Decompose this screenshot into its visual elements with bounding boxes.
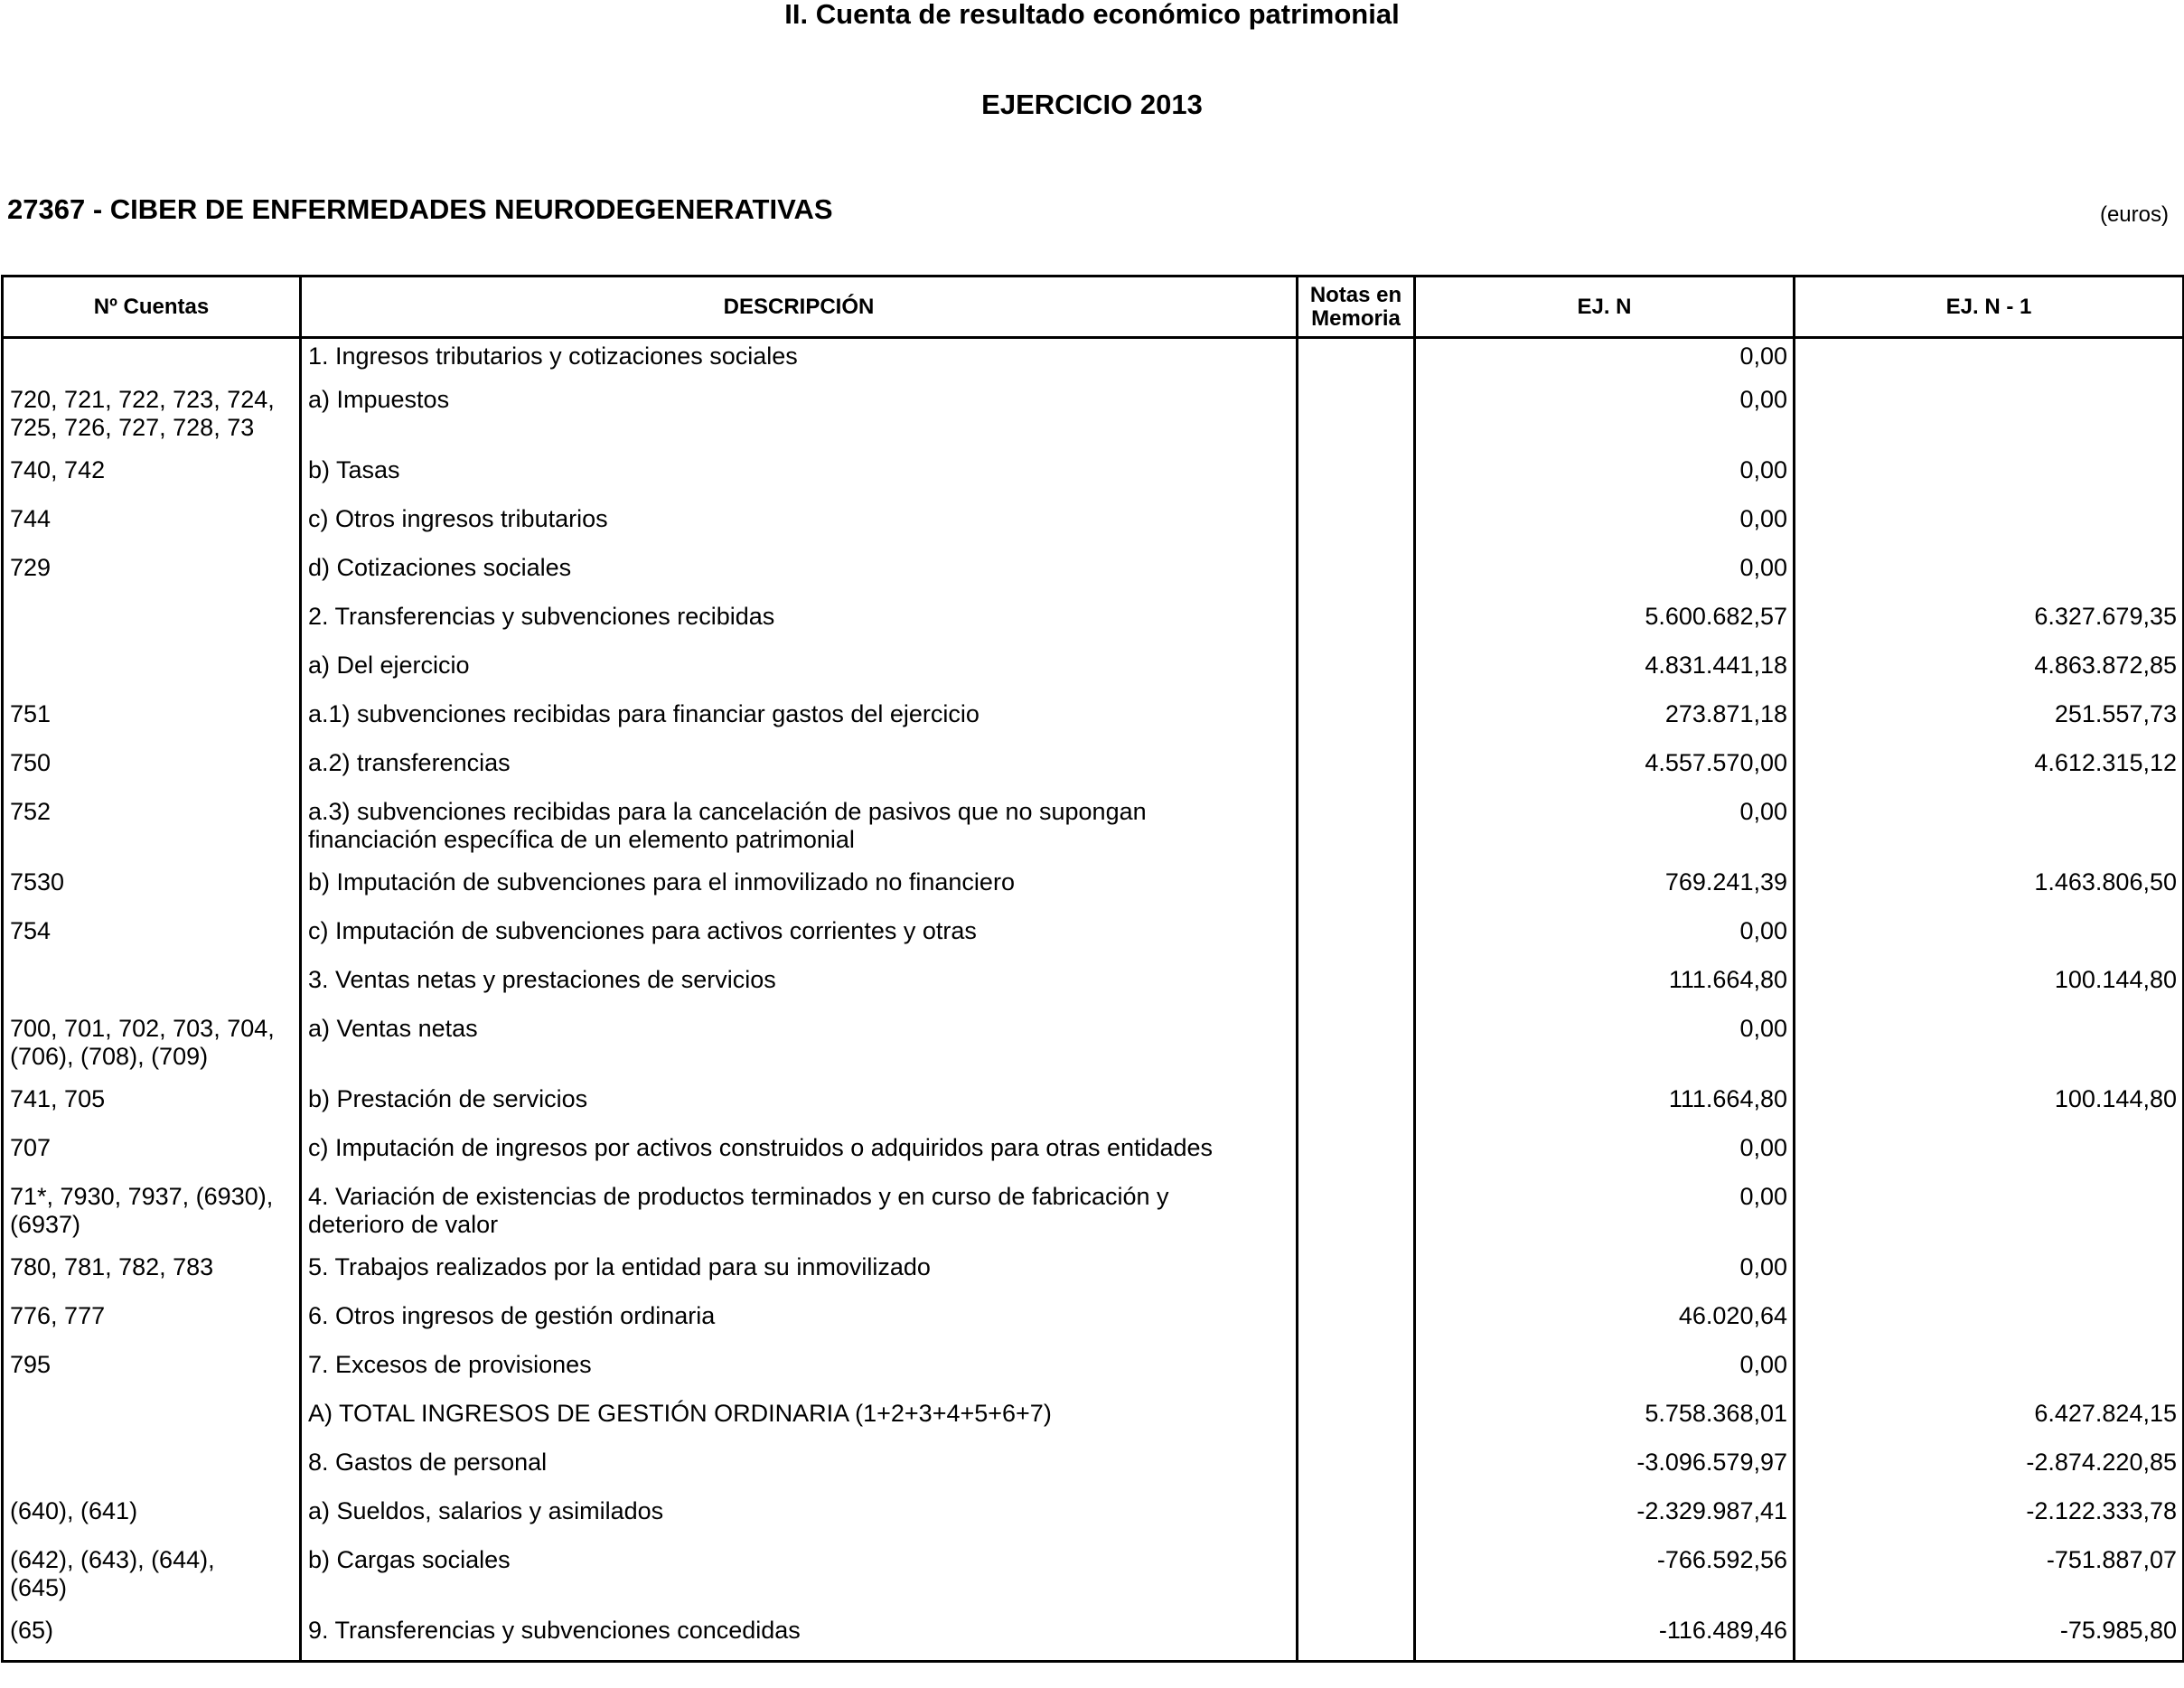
column-header-notes: Notas en Memoria — [1298, 277, 1415, 338]
row-description-cell: b) Tasas — [301, 453, 1298, 502]
row-year-n-cell: 0,00 — [1415, 502, 1795, 550]
row-year-n1-cell: -75.985,80 — [1795, 1613, 2184, 1662]
row-year-n-cell: 0,00 — [1415, 1179, 1795, 1250]
row-description-cell: c) Imputación de subvenciones para activos corrientes y otras — [301, 914, 1298, 962]
row-notes-cell — [1298, 1250, 1415, 1299]
row-year-n1-cell — [1795, 502, 2184, 550]
row-year-n1-cell — [1795, 550, 2184, 599]
row-year-n1-cell: 6.327.679,35 — [1795, 599, 2184, 648]
row-notes-cell — [1298, 1179, 1415, 1250]
row-description-cell: 7. Excesos de provisiones — [301, 1347, 1298, 1396]
row-year-n1-cell: 4.863.872,85 — [1795, 648, 2184, 697]
row-accounts-cell: 729 — [3, 550, 301, 599]
row-year-n1-cell: 6.427.824,15 — [1795, 1396, 2184, 1445]
row-year-n-cell: 0,00 — [1415, 550, 1795, 599]
table-row — [3, 1543, 2184, 1613]
row-description-cell: a.2) transferencias — [301, 746, 1298, 794]
row-notes-cell — [1298, 453, 1415, 502]
row-accounts-cell — [3, 648, 301, 697]
row-year-n1-cell: 100.144,80 — [1795, 962, 2184, 1011]
row-accounts-cell: 754 — [3, 914, 301, 962]
column-header-accounts: Nº Cuentas — [3, 277, 301, 338]
table-header-row — [3, 277, 2184, 338]
row-accounts-cell: 752 — [3, 794, 301, 865]
row-year-n1-cell: -2.122.333,78 — [1795, 1494, 2184, 1543]
row-accounts-cell: (65) — [3, 1613, 301, 1662]
row-year-n-cell: 0,00 — [1415, 382, 1795, 453]
table-row — [3, 550, 2184, 599]
row-year-n1-cell — [1795, 794, 2184, 865]
row-year-n-cell: 273.871,18 — [1415, 697, 1795, 746]
row-notes-cell — [1298, 865, 1415, 914]
row-description-cell: a.1) subvenciones recibidas para financiar gastos del ejercicio — [301, 697, 1298, 746]
table-row — [3, 1130, 2184, 1179]
row-accounts-cell: 780, 781, 782, 783 — [3, 1250, 301, 1299]
table-row — [3, 599, 2184, 648]
column-header-year-n: EJ. N — [1415, 277, 1795, 338]
row-description-cell: c) Otros ingresos tributarios — [301, 502, 1298, 550]
row-year-n1-cell — [1795, 1299, 2184, 1347]
income-statement-table — [1, 275, 2184, 1663]
row-year-n-cell: 0,00 — [1415, 1130, 1795, 1179]
row-notes-cell — [1298, 794, 1415, 865]
row-accounts-cell — [3, 599, 301, 648]
table-row — [3, 1179, 2184, 1250]
row-accounts-cell — [3, 1445, 301, 1494]
row-year-n1-cell — [1795, 1130, 2184, 1179]
row-description-cell: b) Cargas sociales — [301, 1543, 1298, 1613]
row-notes-cell — [1298, 962, 1415, 1011]
row-notes-cell — [1298, 599, 1415, 648]
table-row — [3, 648, 2184, 697]
row-year-n1-cell: -2.874.220,85 — [1795, 1445, 2184, 1494]
currency-unit-label: (euros) — [2099, 202, 2169, 227]
row-year-n-cell: 4.557.570,00 — [1415, 746, 1795, 794]
table-row — [3, 1082, 2184, 1130]
row-notes-cell — [1298, 1613, 1415, 1662]
table-row — [3, 697, 2184, 746]
row-notes-cell — [1298, 697, 1415, 746]
row-year-n-cell: 0,00 — [1415, 794, 1795, 865]
fiscal-year-heading: EJERCICIO 2013 — [981, 89, 1203, 120]
row-notes-cell — [1298, 382, 1415, 453]
row-year-n1-cell: 1.463.806,50 — [1795, 865, 2184, 914]
row-notes-cell — [1298, 914, 1415, 962]
row-year-n-cell: 111.664,80 — [1415, 962, 1795, 1011]
row-notes-cell — [1298, 648, 1415, 697]
row-notes-cell — [1298, 1082, 1415, 1130]
row-accounts-cell: 71*, 7930, 7937, (6930), (6937) — [3, 1179, 301, 1250]
row-year-n-cell: -2.329.987,41 — [1415, 1494, 1795, 1543]
row-notes-cell — [1298, 746, 1415, 794]
row-accounts-cell: 741, 705 — [3, 1082, 301, 1130]
row-accounts-cell: 750 — [3, 746, 301, 794]
row-year-n-cell: 0,00 — [1415, 914, 1795, 962]
row-accounts-cell — [3, 1396, 301, 1445]
row-description-cell: b) Imputación de subvenciones para el inmovilizado no financiero — [301, 865, 1298, 914]
row-description-cell: a) Ventas netas — [301, 1011, 1298, 1082]
row-description-cell: 4. Variación de existencias de productos terminados y en curso de fabricación y deterioro de valor — [301, 1179, 1298, 1250]
row-year-n1-cell: 251.557,73 — [1795, 697, 2184, 746]
row-accounts-cell: (640), (641) — [3, 1494, 301, 1543]
row-year-n-cell: 0,00 — [1415, 1011, 1795, 1082]
report-title: II. Cuenta de resultado económico patrimonial — [784, 0, 1400, 30]
row-description-cell: c) Imputación de ingresos por activos construidos o adquiridos para otras entidades — [301, 1130, 1298, 1179]
row-year-n1-cell: 4.612.315,12 — [1795, 746, 2184, 794]
row-year-n1-cell — [1795, 914, 2184, 962]
row-notes-cell — [1298, 1543, 1415, 1613]
row-description-cell: 2. Transferencias y subvenciones recibidas — [301, 599, 1298, 648]
table-row — [3, 502, 2184, 550]
row-description-cell: 3. Ventas netas y prestaciones de servicios — [301, 962, 1298, 1011]
row-notes-cell — [1298, 1396, 1415, 1445]
row-description-cell: 5. Trabajos realizados por la entidad para su inmovilizado — [301, 1250, 1298, 1299]
row-year-n-cell: 46.020,64 — [1415, 1299, 1795, 1347]
table-row — [3, 338, 2184, 382]
row-accounts-cell: 7530 — [3, 865, 301, 914]
table-row — [3, 1250, 2184, 1299]
table-row — [3, 1445, 2184, 1494]
column-header-year-n1: EJ. N - 1 — [1795, 277, 2184, 338]
row-description-cell: 6. Otros ingresos de gestión ordinaria — [301, 1299, 1298, 1347]
row-description-cell: a) Del ejercicio — [301, 648, 1298, 697]
row-year-n-cell: -766.592,56 — [1415, 1543, 1795, 1613]
table-row — [3, 914, 2184, 962]
entity-name: 27367 - CIBER DE ENFERMEDADES NEURODEGENERATIVAS — [7, 193, 833, 225]
row-notes-cell — [1298, 502, 1415, 550]
row-accounts-cell: 720, 721, 722, 723, 724, 725, 726, 727, 728, 73 — [3, 382, 301, 453]
row-year-n-cell: 4.831.441,18 — [1415, 648, 1795, 697]
row-year-n1-cell — [1795, 1179, 2184, 1250]
row-accounts-cell — [3, 338, 301, 382]
table-row — [3, 1299, 2184, 1347]
row-year-n-cell: 0,00 — [1415, 453, 1795, 502]
row-description-cell: A) TOTAL INGRESOS DE GESTIÓN ORDINARIA (1+2+3+4+5+6+7) — [301, 1396, 1298, 1445]
row-year-n-cell: -116.489,46 — [1415, 1613, 1795, 1662]
row-accounts-cell: 707 — [3, 1130, 301, 1179]
row-year-n-cell: -3.096.579,97 — [1415, 1445, 1795, 1494]
table-row — [3, 1494, 2184, 1543]
row-accounts-cell: 744 — [3, 502, 301, 550]
row-description-cell: 1. Ingresos tributarios y cotizaciones sociales — [301, 338, 1298, 382]
row-year-n-cell: 769.241,39 — [1415, 865, 1795, 914]
table-row — [3, 794, 2184, 865]
row-notes-cell — [1298, 1347, 1415, 1396]
table-row — [3, 453, 2184, 502]
table-row — [3, 1347, 2184, 1396]
row-description-cell: a) Sueldos, salarios y asimilados — [301, 1494, 1298, 1543]
row-year-n1-cell — [1795, 338, 2184, 382]
row-year-n1-cell: -751.887,07 — [1795, 1543, 2184, 1613]
row-accounts-cell: 740, 742 — [3, 453, 301, 502]
row-year-n1-cell — [1795, 1347, 2184, 1396]
table-row — [3, 1613, 2184, 1662]
row-accounts-cell: 751 — [3, 697, 301, 746]
row-accounts-cell: (642), (643), (644), (645) — [3, 1543, 301, 1613]
row-description-cell: 8. Gastos de personal — [301, 1445, 1298, 1494]
row-description-cell: d) Cotizaciones sociales — [301, 550, 1298, 599]
row-year-n1-cell — [1795, 1011, 2184, 1082]
row-accounts-cell: 795 — [3, 1347, 301, 1396]
row-year-n-cell: 0,00 — [1415, 338, 1795, 382]
row-description-cell: b) Prestación de servicios — [301, 1082, 1298, 1130]
row-year-n-cell: 5.758.368,01 — [1415, 1396, 1795, 1445]
row-year-n1-cell — [1795, 382, 2184, 453]
row-description-cell: 9. Transferencias y subvenciones concedidas — [301, 1613, 1298, 1662]
row-description-cell: a) Impuestos — [301, 382, 1298, 453]
row-year-n1-cell — [1795, 1250, 2184, 1299]
row-accounts-cell — [3, 962, 301, 1011]
row-notes-cell — [1298, 1445, 1415, 1494]
row-notes-cell — [1298, 338, 1415, 382]
table-row — [3, 962, 2184, 1011]
table-row — [3, 1396, 2184, 1445]
table-body — [3, 338, 2184, 1662]
row-notes-cell — [1298, 1011, 1415, 1082]
table-row — [3, 382, 2184, 453]
row-notes-cell — [1298, 1130, 1415, 1179]
row-description-cell: a.3) subvenciones recibidas para la cancelación de pasivos que no supongan financiación específica de un elemento patrimonial — [301, 794, 1298, 865]
table-row — [3, 746, 2184, 794]
row-notes-cell — [1298, 1299, 1415, 1347]
row-notes-cell — [1298, 1494, 1415, 1543]
table-row — [3, 865, 2184, 914]
row-year-n-cell: 111.664,80 — [1415, 1082, 1795, 1130]
row-accounts-cell: 776, 777 — [3, 1299, 301, 1347]
row-year-n-cell: 0,00 — [1415, 1250, 1795, 1299]
row-year-n-cell: 0,00 — [1415, 1347, 1795, 1396]
column-header-description: DESCRIPCIÓN — [301, 277, 1298, 338]
row-year-n1-cell: 100.144,80 — [1795, 1082, 2184, 1130]
table-row — [3, 1011, 2184, 1082]
row-year-n1-cell — [1795, 453, 2184, 502]
row-accounts-cell: 700, 701, 702, 703, 704, (706), (708), (709) — [3, 1011, 301, 1082]
row-year-n-cell: 5.600.682,57 — [1415, 599, 1795, 648]
row-notes-cell — [1298, 550, 1415, 599]
